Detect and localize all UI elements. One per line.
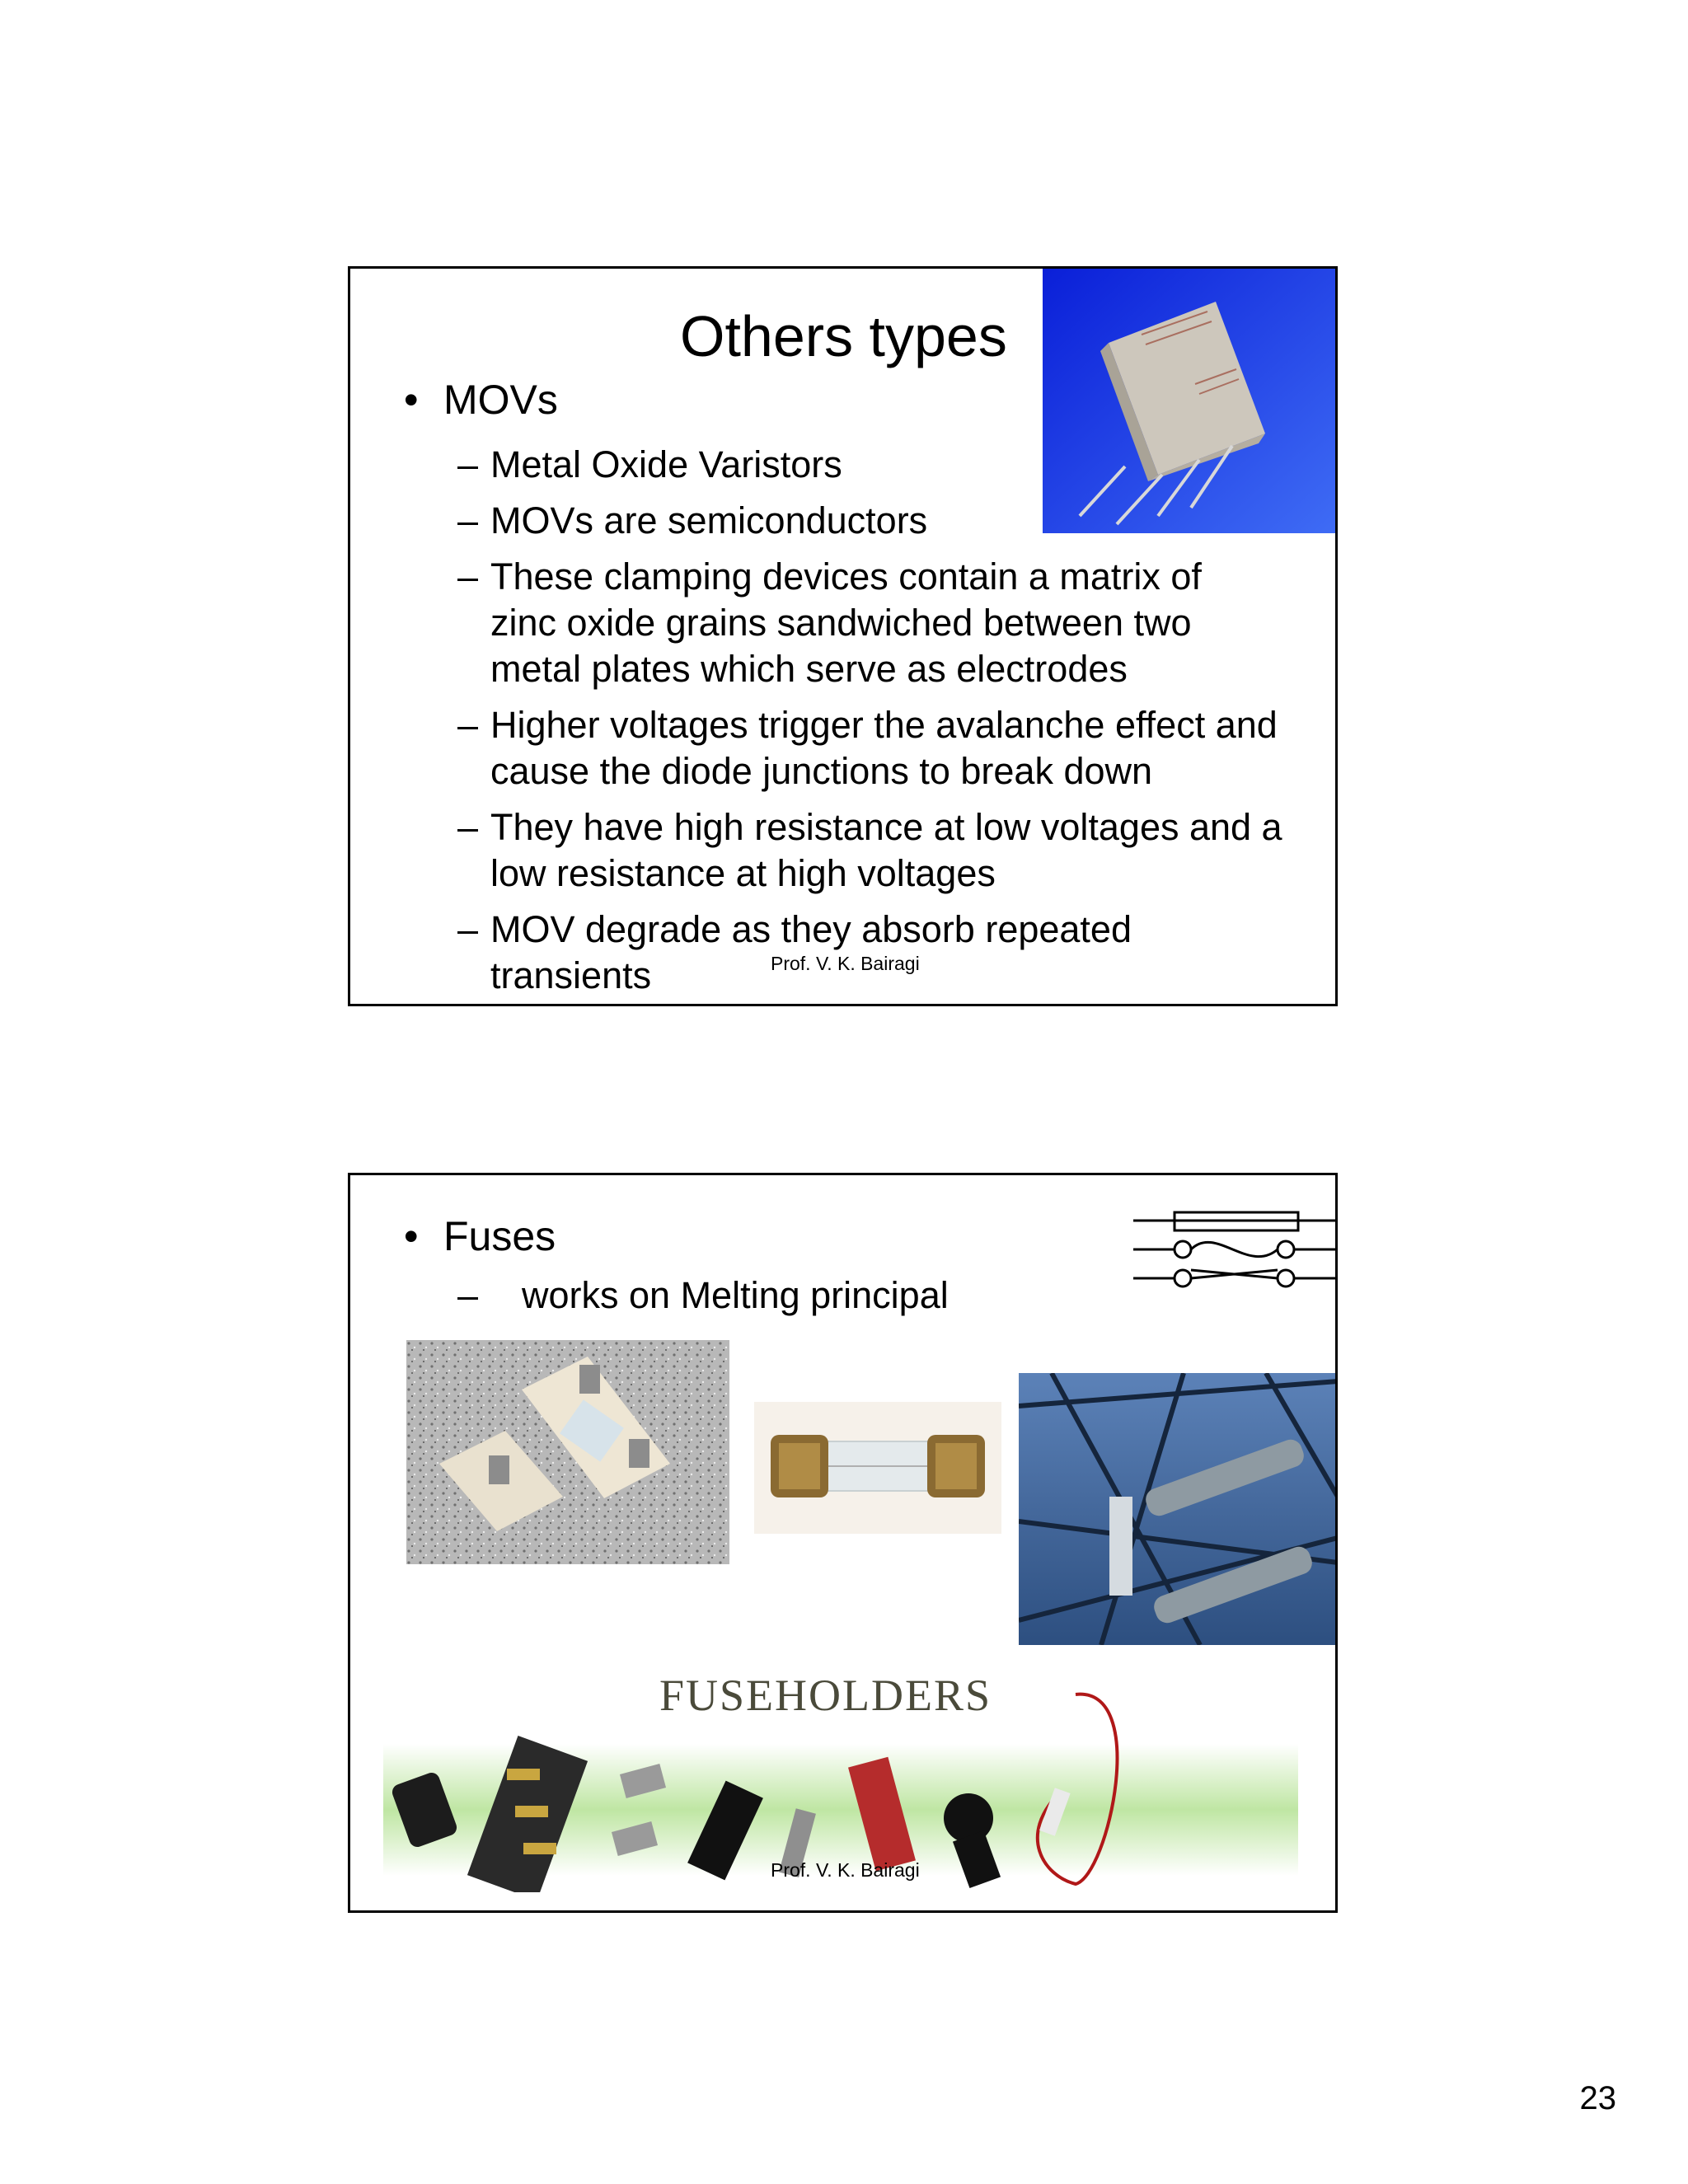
list-item: – MOVs are semiconductors bbox=[457, 499, 928, 541]
sub-item: – works on Melting principal bbox=[457, 1274, 949, 1316]
fuseholders-title: FUSEHOLDERS bbox=[659, 1671, 992, 1720]
bullet-label: Fuses bbox=[443, 1213, 556, 1259]
high-voltage-fuse-photo bbox=[1019, 1373, 1338, 1645]
list-item: – These clamping devices contain a matrix of zinc oxide grains sandwiched between two metal plates which serve as electrodes bbox=[457, 555, 1202, 690]
glass-fuse-photo bbox=[754, 1402, 1001, 1534]
bullet-fuses: • Fuses bbox=[404, 1213, 556, 1259]
page-number: 23 bbox=[1579, 2080, 1616, 2116]
slide-footer: Prof. V. K. Bairagi bbox=[771, 953, 920, 974]
list-item: – They have high resistance at low voltages and a low resistance at high voltages bbox=[457, 806, 1282, 894]
fuse-holder-photo bbox=[406, 1340, 729, 1564]
bullet-label: MOVs bbox=[443, 377, 558, 423]
slide-movs bbox=[348, 266, 1338, 1006]
sub-list bbox=[457, 442, 1282, 1006]
bullet-movs: • MOVs bbox=[404, 377, 558, 423]
slide-footer: Prof. V. K. Bairagi bbox=[771, 1859, 920, 1881]
fuse-symbols-icon bbox=[1133, 1200, 1338, 1291]
slide-fuses bbox=[348, 1173, 1338, 1913]
slide-title: Others types bbox=[680, 304, 1007, 368]
list-item: – Higher voltages trigger the avalanche effect and cause the diode junctions to break down bbox=[457, 704, 1278, 792]
list-item: – Metal Oxide Varistors bbox=[457, 443, 842, 485]
list-item: – MOV degrade as they absorb repeated transients bbox=[457, 908, 1132, 996]
